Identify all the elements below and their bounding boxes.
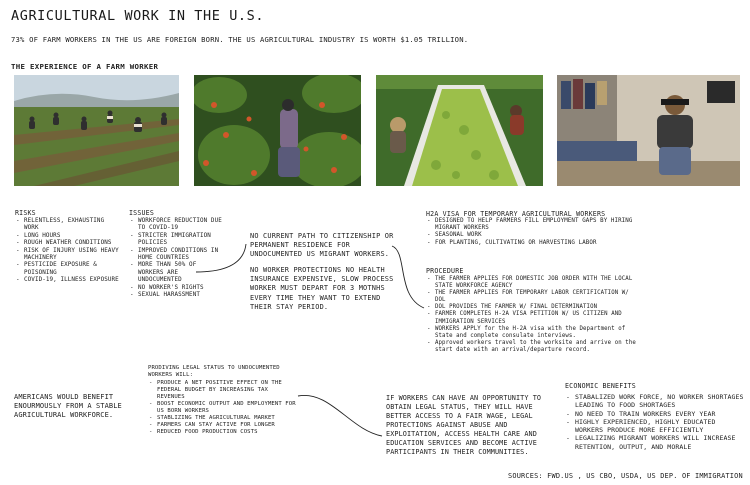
issues-section [129, 209, 224, 299]
risk-item: - COVID-19, ILLNESS EXPOSURE [15, 277, 120, 284]
procedure-heading: PROCEDURE [426, 267, 464, 275]
h2a-item: - SEASONAL WORK [426, 232, 656, 239]
legal-status-connector [298, 395, 382, 436]
h2a-item: - DESIGNED TO HELP FARMERS FILL EMPLOYMENT GAPS BY HIRING MIGRANT WORKERS [426, 218, 656, 232]
risk-item: - ROUGH WEATHER CONDITIONS [15, 240, 120, 247]
issue-item: - MORE THAN 50% OF WORKERS ARE UNDOCUMENTED [129, 262, 224, 284]
h2a-heading: H2A VISA FOR TEMPORARY AGRICULTURAL WORKERS [426, 210, 606, 218]
economic-benefit-item: - NO NEED TO TRAIN WORKERS EVERY YEAR [565, 410, 745, 418]
economic-benefit-item: - HIGHLY EXPERIENCED, HIGHLY EDUCATED WORKERS PRODUCE MORE EFFICIENTLY [565, 418, 745, 435]
legal-status-item: - FARMERS CAN STAY ACTIVE FOR LONGER [148, 422, 298, 429]
issues-heading: ISSUES [129, 209, 155, 217]
protections-text: NO WORKER PROTECTIONS NO HEALTH INSURANCE EXPENSIVE, SLOW PROCESS WORKER MUST DEPART FOR 3 MOTNHS EVERY TIME THEY WANT TO EXTEND THEIR STAY PERIOD. [250, 266, 394, 311]
issue-item: - SEXUAL HARASSMENT [129, 292, 224, 299]
legal-status-item: - PRODUCE A NET POSITIVE EFFECT ON THE FEDERAL BUDGET BY INCREASING TAX REVENUES [148, 380, 298, 401]
h2a-visa-section [426, 210, 656, 247]
worker-housing-photo [557, 75, 740, 186]
issue-item: - WORKFORCE REDUCTION DUE TO COVID-19 [129, 218, 224, 233]
procedure-section [426, 267, 636, 354]
opportunity-text: IF WORKERS CAN HAVE AN OPPORTUNITY TO OBTAIN LEGAL STATUS, THEY WILL HAVE BETTER ACCESS TO A FAIR WAGE, LEGAL PROTECTIONS AGAINST ABUSE AND EXPLOITATION, ACCESS HEALTH CARE AND EDUCATION SERVICES AND BECOME ACTIVE PARTICIPANTS IN THEIR COMMUNITIES. [386, 394, 542, 456]
economic-benefits-heading: ECONOMIC BENEFITS [565, 382, 636, 390]
risk-item: - RISK OF INJURY USING HEAVY MACHINERY [15, 248, 120, 263]
risk-item: - LONG HOURS [15, 233, 120, 240]
risks-heading: RISKS [15, 209, 36, 217]
risk-item: - PESTICIDE EXPOSURE & POISONING [15, 262, 120, 277]
page-subtitle: 73% OF FARM WORKERS IN THE US ARE FOREIGN BORN. THE US AGRICULTURAL INDUSTRY IS WORTH $1.05 TRILLION. [11, 35, 469, 44]
procedure-step: - FARMER COMPLETES H-2A VISA PETITION W/ US CITIZEN AND IMMIGRATION SERVICES [426, 311, 636, 325]
procedure-step: - WORKERS APPLY for the H-2A visa with the Department of State and complete consulate interviews. [426, 326, 636, 340]
section-heading: THE EXPERIENCE OF A FARM WORKER [11, 62, 159, 71]
issue-item: - STRICTER IMMIGRATION POLICIES [129, 233, 224, 248]
risk-item: - RELENTLESS, EXHAUSTING WORK [15, 218, 120, 233]
h2a-item: - FOR PLANTING, CULTIVATING OR HARVESTING LABOR [426, 240, 656, 247]
risks-section [15, 209, 120, 285]
procedure-step: - THE FARMER APPLIES FOR DOMESTIC JOB ORDER WITH THE LOCAL STATE WORKFORCE AGENCY [426, 276, 636, 290]
economic-benefits-section [565, 382, 745, 451]
economic-benefit-item: - STABALIZED WORK FORCE, NO WORKER SHORTAGES LEADING TO FOOD SHORTAGES [565, 393, 745, 410]
legal-status-intro: PRODIVING LEGAL STATUS TO UNDOCUMENTED WORKERS WILL: [148, 365, 280, 378]
issue-item: - IMPROVED CONDITIONS IN HOME COUNTRIES [129, 248, 224, 263]
farm-workers-field-photo [14, 75, 179, 186]
sources-text: SOURCES: FWD.US , US CBO, USDA, US DEP. OF IMMIGRATION [508, 472, 743, 480]
procedure-step: - DOL PROVIDES THE FARMER W/ FINAL DETERMINATION [426, 304, 636, 311]
citizenship-text: NO CURRENT PATH TO CITIZENSHIP OR PERMANENT RESIDENCE FOR UNDOCUMENTED US MIGRANT WORKERS. [250, 232, 394, 259]
page-title: AGRICULTURAL WORK IN THE U.S. [11, 8, 265, 24]
legal-status-item: - BOOST ECONOMIC OUTPUT AND EMPLOYMENT FOR US BORN WORKERS [148, 401, 298, 415]
legal-status-item: - STABLIZING THE AGRICULTURAL MARKET [148, 415, 298, 422]
legal-status-section [148, 365, 298, 436]
issue-item: - NO WORKER'S RIGHTS [129, 285, 224, 292]
procedure-step: - THE FARMER APPLIES FOR TEMPORARY LABOR CERTIFICATION W/ DOL [426, 290, 636, 304]
harvest-conveyor-photo [376, 75, 543, 186]
legal-status-item: - REDUCED FOOD PRODUCTION COSTS [148, 429, 298, 436]
economic-benefit-item: - LEGALIZING MIGRANT WORKERS WILL INCREASE RETENTION, OUTPUT, AND MORALE [565, 434, 745, 451]
worker-picking-tomatoes-photo [194, 75, 361, 186]
benefit-statement: AMERICANS WOULD BENEFIT ENOURMOUSLY FROM A STABLE AGRICULTURAL WORKFORCE. [14, 393, 122, 419]
procedure-step: - Approved workers travel to the worksite and arrive on the start date with an arrival/departure record. [426, 340, 636, 354]
